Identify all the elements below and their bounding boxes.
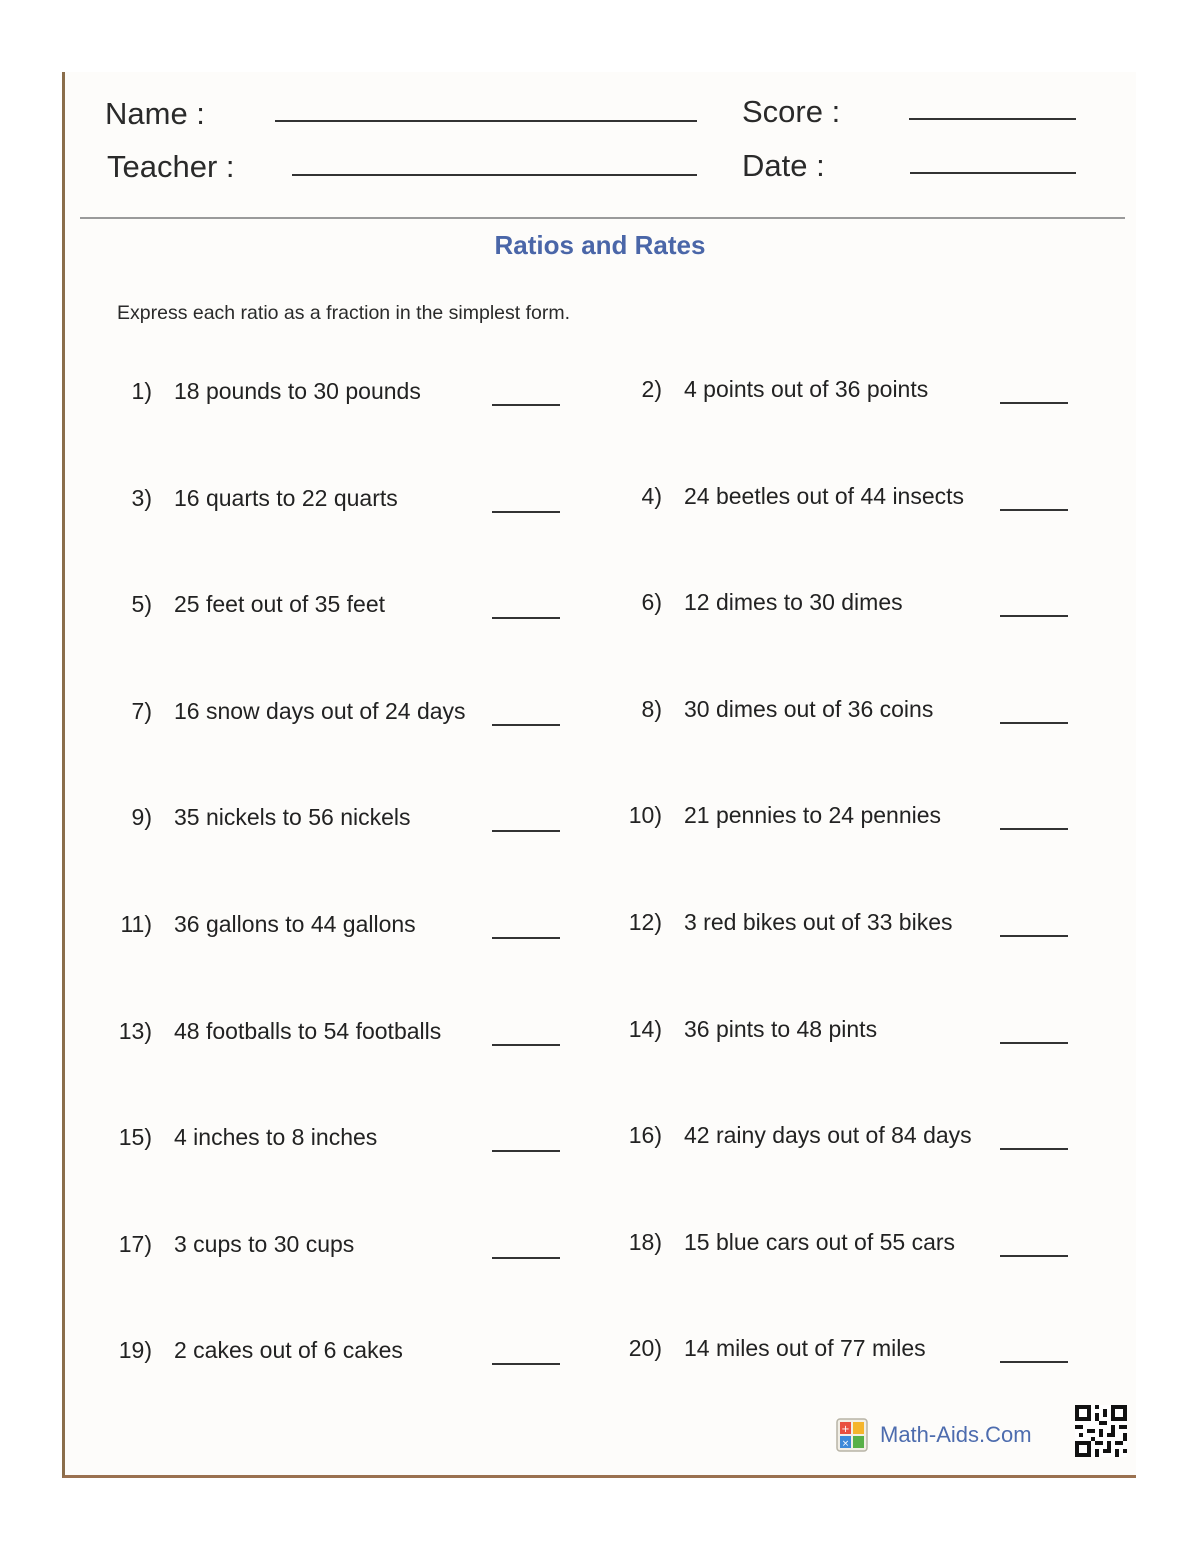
problem-number: 18): [628, 1229, 662, 1255]
problem-text: 25 feet out of 35 feet: [174, 591, 385, 617]
problem-number: 8): [641, 696, 662, 722]
problem-text: 15 blue cars out of 55 cars: [684, 1229, 956, 1255]
problem-number: 7): [131, 698, 152, 724]
header-divider: [80, 217, 1125, 219]
answer-blank[interactable]: [1000, 935, 1068, 937]
problem-item: [0, 1229, 1200, 1269]
date-field[interactable]: [910, 172, 1076, 174]
name-field[interactable]: [275, 120, 697, 122]
answer-blank[interactable]: [1000, 1148, 1068, 1150]
problem-number: 5): [131, 591, 152, 617]
problem-number: 11): [120, 911, 152, 937]
problem-text: 4 points out of 36 points: [684, 376, 929, 402]
problem-number: 17): [118, 1231, 152, 1257]
problem-text: 12 dimes to 30 dimes: [684, 589, 903, 615]
brand-logo: [836, 1418, 1032, 1452]
problem-number: 19): [118, 1337, 152, 1363]
problem-text: 4 inches to 8 inches: [174, 1124, 378, 1150]
answer-blank[interactable]: [1000, 1042, 1068, 1044]
brand-name: Math-Aids.Com: [880, 1422, 1032, 1447]
problem-number: 10): [628, 802, 662, 828]
problem-text: 42 rainy days out of 84 days: [684, 1122, 972, 1148]
problem-number: 6): [641, 589, 662, 615]
answer-blank[interactable]: [1000, 1361, 1068, 1363]
score-label: Score :: [742, 94, 841, 129]
problem-number: 3): [131, 485, 152, 511]
problem-text: 16 snow days out of 24 days: [174, 698, 466, 724]
problem-text: 30 dimes out of 36 coins: [684, 696, 934, 722]
problem-text: 3 cups to 30 cups: [174, 1231, 355, 1257]
problem-number: 16): [628, 1122, 662, 1148]
problem-number: 2): [641, 376, 662, 402]
problem-text: 14 miles out of 77 miles: [684, 1335, 926, 1361]
name-label: Name :: [105, 96, 205, 131]
problem-text: 35 nickels to 56 nickels: [174, 804, 411, 830]
problem-item: [0, 376, 1200, 416]
problem-text: 36 pints to 48 pints: [684, 1016, 878, 1042]
answer-blank[interactable]: [1000, 402, 1068, 404]
problem-text: 36 gallons to 44 gallons: [174, 911, 416, 937]
qr-code-icon: [1075, 1405, 1127, 1457]
problem-text: 24 beetles out of 44 insects: [684, 483, 965, 509]
teacher-field[interactable]: [292, 174, 697, 176]
worksheet-title: Ratios and Rates: [494, 230, 706, 260]
date-label: Date :: [742, 148, 825, 183]
answer-blank[interactable]: [1000, 509, 1068, 511]
problem-number: 9): [131, 804, 152, 830]
answer-blank[interactable]: [1000, 1255, 1068, 1257]
problem-item: [0, 589, 1200, 629]
problem-item: [0, 1016, 1200, 1056]
problem-number: 12): [628, 909, 662, 935]
problem-item: [0, 483, 1200, 523]
problem-text: 48 footballs to 54 footballs: [174, 1018, 442, 1044]
svg-text:+: +: [841, 1424, 850, 1435]
problem-item: [0, 802, 1200, 842]
answer-blank[interactable]: [1000, 722, 1068, 724]
problem-number: 13): [118, 1018, 152, 1044]
problem-text: 16 quarts to 22 quarts: [174, 485, 398, 511]
answer-blank[interactable]: [1000, 615, 1068, 617]
problem-text: 21 pennies to 24 pennies: [684, 802, 942, 828]
teacher-label: Teacher :: [107, 149, 235, 184]
problem-number: 4): [641, 483, 662, 509]
problem-item: [0, 1122, 1200, 1162]
problem-item: [0, 696, 1200, 736]
problem-number: 15): [118, 1124, 152, 1150]
problem-number: 14): [628, 1016, 662, 1042]
svg-text:×: ×: [841, 1439, 850, 1449]
instructions: Express each ratio as a fraction in the simplest form.: [117, 302, 571, 324]
calculator-icon: [836, 1418, 868, 1452]
problem-text: 2 cakes out of 6 cakes: [174, 1337, 403, 1363]
problem-number: 1): [131, 378, 152, 404]
problem-text: 18 pounds to 30 pounds: [174, 378, 421, 404]
answer-blank[interactable]: [1000, 828, 1068, 830]
problem-number: 20): [628, 1335, 662, 1361]
problem-text: 3 red bikes out of 33 bikes: [684, 909, 953, 935]
score-field[interactable]: [909, 118, 1076, 120]
problem-item: [0, 909, 1200, 949]
problem-item: [0, 1335, 1200, 1375]
